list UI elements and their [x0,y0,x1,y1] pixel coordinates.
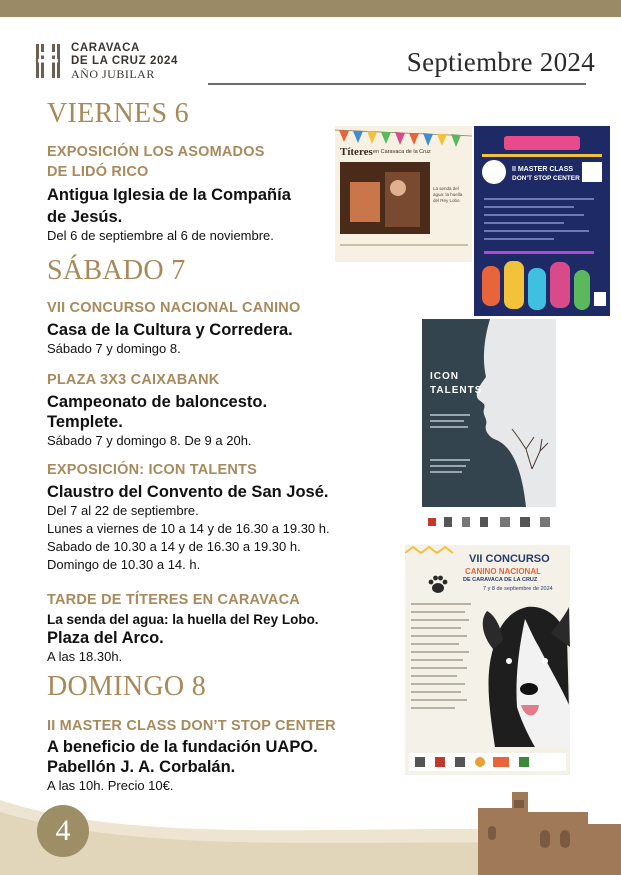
event-place: de Jesús. [47,208,123,226]
poster-master-class [474,126,610,316]
poster-titeres-photo [340,162,430,234]
event-info: Sábado 7 y domingo 8. De 9 a 20h. [47,433,252,448]
event-plaza-3x3 [47,370,267,450]
poster-canino-title-1: VII CONCURSO [469,553,550,565]
event-subtitle: La senda del agua: la huella del Rey Lobo. [47,612,319,627]
event-place: Plaza del Arco. [47,629,164,647]
event-place: Templete. [47,413,123,431]
event-title: TARDE DE TÍTERES EN CARAVACA [47,592,300,608]
poster-canino-title-3: DE CARAVACA DE LA CRUZ [463,577,538,583]
cross-logo-icon [34,42,62,80]
poster-icon-talents [422,319,556,507]
footer-decoration [0,790,621,875]
poster-canino-dates: 7 y 8 de septiembre de 2024 [483,586,553,592]
event-titeres [47,590,319,666]
paw-icon [427,573,449,595]
event-canino [47,298,300,358]
dog-illustration [475,597,570,747]
poster-canino [405,545,570,775]
event-place: A beneficio de la fundación UAPO. [47,738,318,756]
logo-text-line2: DE LA CRUZ 2024 [71,55,178,67]
page-number: 4 [37,805,89,857]
top-bar [0,0,621,17]
event-place: Antigua Iglesia de la Compañía [47,186,291,204]
poster-icon-title-2: TALENTS [430,385,483,396]
event-info: Lunes a viernes de 10 a 14 y de 16.30 a 19.30 h. [47,521,330,536]
event-title: PLAZA 3X3 CAIXABANK [47,372,220,388]
day-heading-sabado: SÁBADO 7 [47,255,186,286]
event-info: Sábado 7 y domingo 8. [47,341,181,356]
poster-titeres [335,126,472,262]
page-month-title: Septiembre 2024 [406,47,595,77]
event-info: Del 7 al 22 de septiembre. [47,503,199,518]
event-title: DE LIDÓ RICO [47,164,149,180]
poster-master-title-2: DON'T STOP CENTER [512,175,580,182]
event-title: II MASTER CLASS DON’T STOP CENTER [47,718,336,734]
event-place: Casa de la Cultura y Corredera. [47,321,293,339]
event-icon-talents [47,460,330,574]
day-heading-viernes: VIERNES 6 [47,98,189,129]
event-info: Sabado de 10.30 a 14 y de 16.30 a 19.30 h. [47,539,301,554]
event-place: Pabellón J. A. Corbalán. [47,758,236,776]
event-master-class [47,716,336,795]
event-title: EXPOSICIÓN: ICON TALENTS [47,462,257,478]
poster-icon-title-1: ICON [430,371,459,382]
sponsor-logos [428,516,552,528]
event-info: A las 10h. Precio 10€. [47,778,174,793]
poster-master-title-1: II MASTER CLASS [512,166,574,173]
poster-titeres-title: Títeres [340,146,373,158]
header-divider [208,83,586,85]
event-place: Claustro del Convento de San José. [47,483,329,501]
event-info: A las 18.30h. [47,649,123,664]
poster-titeres-tagline: La senda del agua: la huella del Rey Lobo [433,186,463,203]
poster-canino-title-2: CANINO NACIONAL [465,567,541,576]
event-title: EXPOSICIÓN LOS ASOMADOS [47,144,265,160]
event-title: VII CONCURSO NACIONAL CANINO [47,300,301,316]
event-info: Domingo de 10.30 a 14. h. [47,557,201,572]
logo-text-line3: AÑO JUBILAR [71,67,155,81]
poster-titeres-subtitle: en Caravaca de la Cruz [373,149,431,155]
event-info: Del 6 de septiembre al 6 de noviembre. [47,228,274,243]
face-profile-icon [422,319,556,507]
event-asomados [47,142,291,245]
day-heading-domingo: DOMINGO 8 [47,671,207,702]
logo-text-line1: CARAVACA [71,42,140,54]
event-place: Campeonato de baloncesto. [47,393,268,411]
